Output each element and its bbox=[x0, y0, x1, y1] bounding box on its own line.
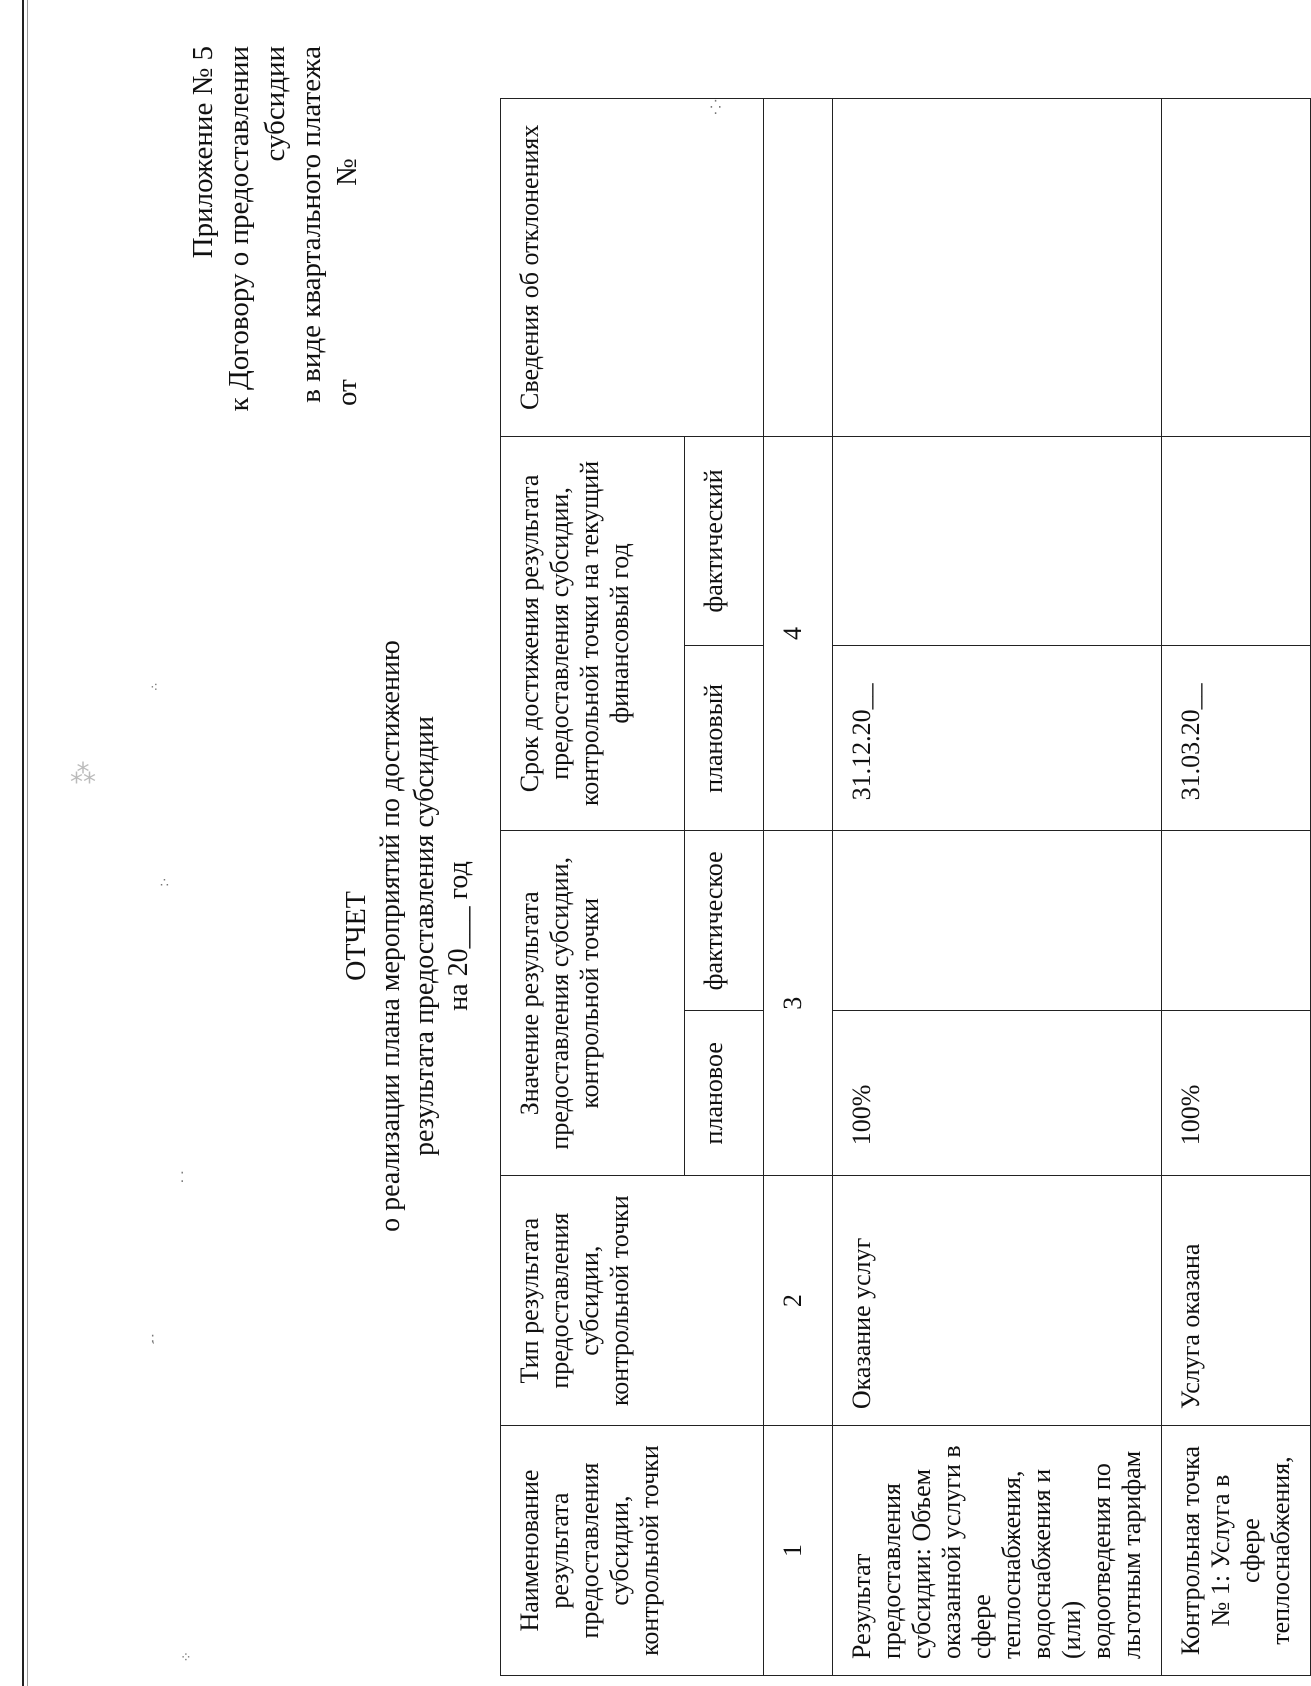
row-date-plan: 31.03.20__ bbox=[1162, 646, 1311, 831]
subheader-value-fact: фактическое bbox=[685, 831, 764, 1011]
row-type: Услуга оказана bbox=[1162, 1176, 1311, 1426]
scan-speck: ⁛ bbox=[710, 101, 722, 116]
row-type: Оказание услуг bbox=[833, 1176, 1162, 1426]
column-number-1: 1 bbox=[764, 1426, 833, 1676]
row-date-plan: 31.12.20__ bbox=[833, 646, 1162, 831]
header-name: Наименование результата предоставления субсидии, контрольной точки bbox=[501, 1426, 764, 1676]
header-type: Тип результата предоставления субсидии, контрольной точки bbox=[501, 1176, 764, 1426]
report-subtitle-line1: о реализации плана мероприятий по достижению bbox=[375, 640, 406, 1232]
appendix-contract: к Договору о предоставлении субсидии bbox=[223, 46, 291, 412]
row-value-fact bbox=[833, 831, 1162, 1011]
column-number-4: 4 bbox=[764, 436, 833, 831]
row-value-plan: 100% bbox=[833, 1011, 1162, 1176]
report-title bbox=[340, 436, 476, 1436]
row-date-fact bbox=[1162, 436, 1311, 646]
column-number-3: 3 bbox=[764, 831, 833, 1176]
header-value: Значение результата предоставления субсидии, контрольной точки bbox=[501, 831, 685, 1176]
row-value-plan: 100% bbox=[1162, 1011, 1311, 1176]
table-row bbox=[1162, 99, 1311, 1676]
column-number-2: 2 bbox=[764, 1176, 833, 1426]
header-deviation: Сведения об отклонениях bbox=[501, 99, 764, 437]
report-heading: ОТЧЕТ bbox=[341, 891, 372, 981]
table-header-row bbox=[501, 99, 685, 1676]
appendix-date-label: от bbox=[331, 379, 363, 406]
subheader-value-plan: плановое bbox=[685, 1011, 764, 1176]
row-date-fact bbox=[833, 436, 1162, 646]
report-year: на 20___ год bbox=[443, 861, 474, 1011]
subheader-date-plan: плановый bbox=[685, 646, 764, 831]
header-date: Срок достижения результата предоставления субсидии, контрольной точки на текущий финансовый год bbox=[501, 436, 685, 831]
appendix-payment: в виде квартального платежа bbox=[295, 46, 327, 403]
appendix-number-label: № bbox=[331, 158, 363, 186]
appendix-number: Приложение № 5 bbox=[187, 46, 219, 259]
appendix-block bbox=[185, 46, 365, 446]
scan-speck: ∴ bbox=[160, 876, 169, 891]
row-deviation bbox=[833, 99, 1162, 437]
scan-speck: ⁚ bbox=[180, 1171, 185, 1186]
row-name: Контрольная точка № 1: Услуга в сфере теплоснабжения, bbox=[1162, 1426, 1311, 1676]
row-name: Результат предоставления субсидии: Объем оказанной услуги в сфере теплоснабжения, водоснабжения и (или) водоотведения по льготным тарифам bbox=[833, 1426, 1162, 1676]
report-table bbox=[500, 98, 1311, 1676]
scan-speck: ⁘ bbox=[180, 1651, 192, 1666]
scan-smudge: ⁂ bbox=[70, 760, 96, 789]
scan-speck: ⁏ bbox=[150, 1331, 155, 1346]
row-value-fact bbox=[1162, 831, 1311, 1011]
table-number-row bbox=[764, 99, 833, 1676]
appendix-date-line bbox=[329, 46, 365, 446]
scan-speck: ⁖ bbox=[150, 681, 159, 696]
subheader-date-fact: фактический bbox=[685, 436, 764, 646]
column-number-5 bbox=[764, 99, 833, 437]
table-row bbox=[833, 99, 1162, 1676]
row-deviation bbox=[1162, 99, 1311, 437]
report-subtitle-line2: результата предоставления субсидии bbox=[409, 715, 440, 1157]
